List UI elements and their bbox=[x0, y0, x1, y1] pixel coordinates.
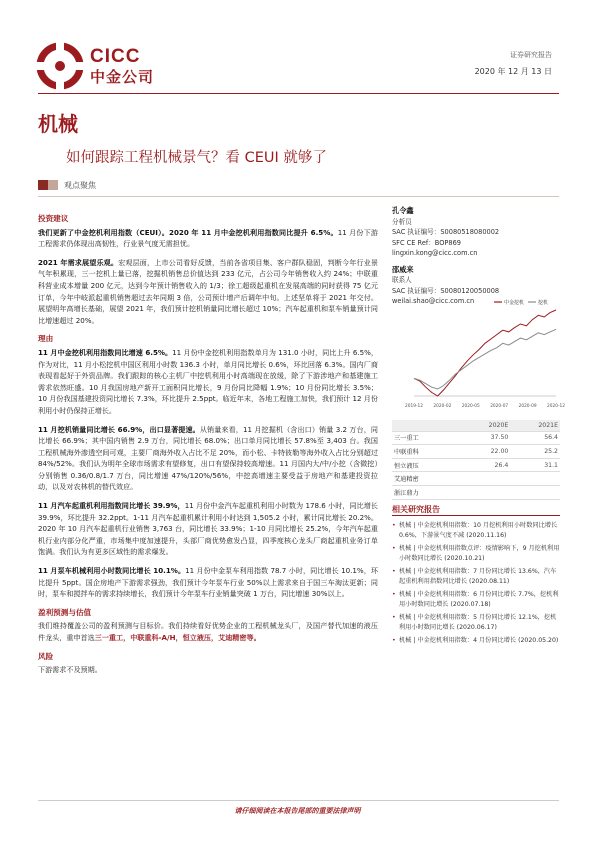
table-cell: 25.2 bbox=[510, 445, 560, 459]
bold-lead: 我们更新了中金挖机利用指数（CEUI）。2020 年 11 月中金挖机利用指数同比提升 6.5%。 bbox=[38, 227, 338, 237]
analyst-name: 邵威来 bbox=[392, 264, 414, 274]
x-tick-label: 2020-02 bbox=[433, 404, 452, 409]
title-divider bbox=[38, 196, 559, 197]
analyst-name: 孔令鑫 bbox=[392, 206, 414, 215]
tag-block-light bbox=[48, 180, 58, 190]
related-report-item[interactable] bbox=[392, 613, 560, 633]
report-type: 证券研究报告 bbox=[510, 51, 552, 59]
paragraph-r1 bbox=[38, 347, 378, 417]
section-heading-reason: 理由 bbox=[38, 334, 54, 344]
paragraph-risk: 下游需求不及预期。 bbox=[38, 665, 102, 675]
table-cell bbox=[461, 472, 511, 486]
paragraph-text: 从销量来看，11 月挖掘机（含出口）销量 3.2 万台，同比增长 66.9%；其中国内销售 2.9 万台，同比增长 68.0%；出口单月同比增长 57.8%至 3,403 台。我国工程机械海外渗透空间可观，主要厂商海外收入占比不足 20%，而小松、卡特彼勒等海外收入占比分别超过 84%/52%。我们认为明年全球市场需求有望修复，出口有望保持较高增速。11 月国内大/中/小挖（含微挖）分别销售 0.36/0.8/1.7 万台，同比增速 47%/120%/56%，中挖高增速主要受益于房地产和基建投资拉动，以及对农林机的替代效应。 bbox=[38, 424, 379, 492]
paragraph-invest bbox=[38, 227, 378, 250]
table-cell: 26.4 bbox=[461, 458, 511, 472]
table-cell: 31.1 bbox=[510, 458, 560, 472]
x-tick-label: 2020-07 bbox=[490, 404, 509, 409]
table-cell: 恒立液压 bbox=[392, 458, 452, 472]
paragraph-text: 11 月份中金挖机利用指数单月为 131.0 小时，同比上升 6.5%，作为对比，11 月小松挖机中国区利用小时数 136.3 小时，单月同比增长 0.6%，环比回落 6.3%。国内厂商表现看起好于外资品牌。我们跟踪的核心主机厂中挖机利用小时高端现在放缓，除了下游涉地产和基建施工需求依然旺盛。10 月我国房地产新开工面积同比增长，9 月份同比降幅 1.9%；10 月份同比增长 3.5%；10 月份我国基建投资同比增长 7.3%，环比提升 2.5ppt。临近年末，各地工程施工加快，我们预计 12 月份利用小时仍保持正增长。 bbox=[38, 347, 379, 415]
table-cell bbox=[510, 485, 560, 499]
valuation-table bbox=[392, 420, 560, 500]
analyst-sac: SAC 执证编号：S0080120050008 bbox=[392, 286, 500, 295]
table-cell bbox=[452, 445, 460, 459]
analyst-email[interactable]: weilai.shao@cicc.com.cn bbox=[392, 297, 475, 305]
x-tick-label: 2020-09 bbox=[518, 404, 537, 409]
bold-lead: 11 月汽车起重机利用指数同比增长 39.9%， bbox=[38, 501, 185, 511]
related-report-text[interactable]: 机械 | 中金挖机利用指数：4 月份同比增长 bbox=[399, 637, 517, 644]
table-header-cell bbox=[392, 420, 452, 431]
related-report-item[interactable] bbox=[392, 636, 560, 646]
x-tick-label: 2019-12 bbox=[405, 404, 423, 409]
related-report-text[interactable]: 机械 | 中金挖机利用指数：10 月挖机利用小时数同比增长 0.6%，下游景气度不减 bbox=[399, 522, 558, 539]
related-report-date: (2020.11.16) bbox=[466, 532, 507, 539]
cicc-logo-mark-icon bbox=[38, 44, 82, 88]
section-heading-forecast: 盈利预测与估值 bbox=[38, 607, 92, 617]
report-tag: 观点聚焦 bbox=[64, 181, 96, 190]
bold-lead: 11 月中金挖机利用指数同比增速 6.5%。 bbox=[38, 347, 173, 357]
table-cell: 中联重科 bbox=[392, 445, 452, 459]
table-cell: 三一重工 bbox=[392, 431, 452, 445]
related-report-text[interactable]: 机械 | 中金挖机利用指数：7 月份同比增长 13.6%，汽车起重机利用指数同比增长 bbox=[399, 568, 557, 585]
table-cell: 37.50 bbox=[461, 431, 511, 445]
related-report-date: (2020.05.20) bbox=[518, 637, 559, 644]
header-divider bbox=[38, 93, 559, 94]
footer-divider bbox=[38, 800, 559, 801]
main-body bbox=[38, 206, 378, 683]
table-header-row bbox=[392, 420, 560, 431]
paragraph-r4 bbox=[38, 565, 378, 600]
table-cell: 56.4 bbox=[510, 431, 560, 445]
x-tick-label: 2020-12 bbox=[547, 404, 565, 409]
related-report-item[interactable] bbox=[392, 544, 560, 564]
table-cell bbox=[461, 485, 511, 499]
analyst-role: 联系人 bbox=[392, 276, 412, 284]
cicc-logo bbox=[38, 44, 178, 88]
table-cell bbox=[452, 485, 460, 499]
paragraph-text: 11 月份下游工程需求仍体现出高韧性，行业景气度无需担忧。 bbox=[38, 227, 378, 249]
related-report-item[interactable] bbox=[392, 521, 560, 541]
bold-lead: 11 月挖机销量同比增长 66.9%，出口显著提速。 bbox=[38, 424, 200, 434]
brand-name-en: CICC bbox=[90, 46, 141, 67]
table-cell: 22.00 bbox=[461, 445, 511, 459]
table-cell: 艾迪精密 bbox=[392, 472, 452, 486]
related-reports-list bbox=[392, 521, 560, 649]
related-report-date: (2020.08.11) bbox=[469, 578, 510, 585]
related-report-item[interactable] bbox=[392, 590, 560, 610]
report-date: 2020 年 12 月 13 日 bbox=[474, 67, 552, 76]
series-line-1 bbox=[414, 329, 556, 389]
report-title: 如何跟踪工程机械景气？看 CEUI 就够了 bbox=[66, 150, 327, 166]
paragraph-text: 我们维持覆盖公司的盈利预测与目标价。我们持续看好优势企业的工程机械龙头厂，及国产替代加速的液压件龙头，重申首选 bbox=[38, 621, 378, 642]
related-report-date: (2020.10.21) bbox=[444, 555, 485, 562]
footer-disclaimer: 请仔细阅读在本报告尾部的重要法律声明 bbox=[234, 807, 361, 815]
table-cell bbox=[452, 431, 460, 445]
legend-label: 挖机 bbox=[538, 300, 549, 306]
bold-picks: 三一重工，中联重科-A/H，恒立液压，艾迪精密等。 bbox=[94, 633, 261, 642]
brand-name-cn: 中金公司 bbox=[90, 68, 155, 86]
table-cell bbox=[510, 472, 560, 486]
price-chart bbox=[392, 296, 565, 412]
table-row bbox=[392, 431, 560, 445]
table-row bbox=[392, 485, 560, 499]
series-line-0 bbox=[414, 310, 556, 396]
sector-title: 机械 bbox=[38, 112, 78, 136]
table-row bbox=[392, 472, 560, 486]
analyst-sac: SAC 执证编号：S0080518080002 bbox=[392, 228, 500, 236]
paragraph-forecast bbox=[38, 620, 378, 643]
table-header-cell: 2021E bbox=[510, 420, 560, 431]
paragraph-text: 11 月份中金汽车起重机利用小时数为 178.6 小时，同比增长 39.9%，环比提升 32.2ppt。1-11 月汽车起重机累计利用小时达到 1,505.2 小时，累计同比增长 20.2%。2020 年 10 月汽车起重机行业销售 3,763 台，同比增长 33.9%；1-10 月同比增长 25.2%，今年汽车起重机行业内部分化严重，市场集中度加速提升，头部厂商优势愈发凸显，四季度核心龙头厂商起重机业务订单饱满。我们认为有更多区域性的需求爆发。 bbox=[38, 501, 378, 557]
table-cell: 浙江鼎力 bbox=[392, 485, 452, 499]
section-heading-invest: 投资建议 bbox=[38, 214, 69, 223]
tag-block-dark bbox=[38, 180, 48, 190]
related-report-text[interactable]: 机械 | 中金挖机利用指数：5 月份同比增长 12.1%，挖机利用小时数同比增长 bbox=[399, 614, 557, 631]
x-tick-label: 2020-05 bbox=[461, 404, 480, 409]
related-reports-title: 相关研究报告 bbox=[392, 505, 440, 514]
table-row bbox=[392, 458, 560, 472]
table-header-cell: 2020E bbox=[461, 420, 511, 431]
price-chart-svg bbox=[392, 296, 565, 412]
bold-lead: 2021 年需求展望乐观。 bbox=[38, 257, 119, 267]
analyst-panel bbox=[392, 206, 560, 307]
related-report-text[interactable]: 机械 | 中金挖机利用指数点评：疫情影响下，9 月挖机利用小时数同比增长 bbox=[399, 545, 560, 562]
analyst-cfe: SFC CE Ref：BOP869 bbox=[392, 238, 461, 247]
paragraph-text: 宏观层面，上市公司看好反馈，当前各省项目集、客户群队稳固，判断今年行业景气年积累现，三一挖机上量已落，挖掘机销售总价值达到 233 亿元，占公司今年销售收入约 24%；中联重科营业成本增量 200 亿元，达到今年预计销售收入的 1/3；徐工超级起重机在发展高端的同时获得 75 亿元订单，今年中岐派起重机销售超过去年同期 3 倍，公司预计增产后调年中旬。上述坚单将于 2021 年交付。展望明年高增长基础，展望 2021 年，我们预计挖机销量同比增长超过 10%；汽车起重机和泵车销量预计同比增速超过 20%。 bbox=[38, 257, 378, 325]
section-heading-risk: 风险 bbox=[38, 651, 54, 661]
paragraph-r2 bbox=[38, 424, 378, 494]
related-report-item[interactable] bbox=[392, 567, 560, 587]
analyst-role: 分析员 bbox=[392, 217, 412, 226]
related-report-date: (2020.06.17) bbox=[456, 624, 497, 631]
table-cell bbox=[452, 472, 460, 486]
related-divider bbox=[392, 515, 560, 516]
related-report-date: (2020.07.18) bbox=[450, 601, 491, 608]
table-cell bbox=[452, 458, 460, 472]
paragraph-r3 bbox=[38, 500, 378, 558]
paragraph-text: 11 月份中金泵车利用指数 78.7 小时，同比增长 10.1%，环比提升 5ppt。国企房地产下游需求强劲，我们预计今年泵车行业 50%以上需求来自于国三车淘汰更新；同时，泵车和搅拌车的需求持续增长，我们预计今年泵车行业销量突破 1 万台，同比增速 30%以上。 bbox=[38, 566, 379, 599]
table-row bbox=[392, 445, 560, 459]
paragraph-outlook bbox=[38, 257, 378, 327]
related-report-text[interactable]: 机械 | 中金挖机利用指数：6 月份同比增长 7.7%，挖机利用小时数同比增长 bbox=[399, 591, 559, 608]
analyst-email[interactable]: lingxin.kong@cicc.com.cn bbox=[392, 249, 478, 257]
legend-label: 中金挖机 bbox=[504, 300, 525, 306]
table-header-cell bbox=[452, 420, 460, 431]
bold-lead: 11 月泵车机械利用小时数同比增长 10.1%。 bbox=[38, 566, 186, 576]
